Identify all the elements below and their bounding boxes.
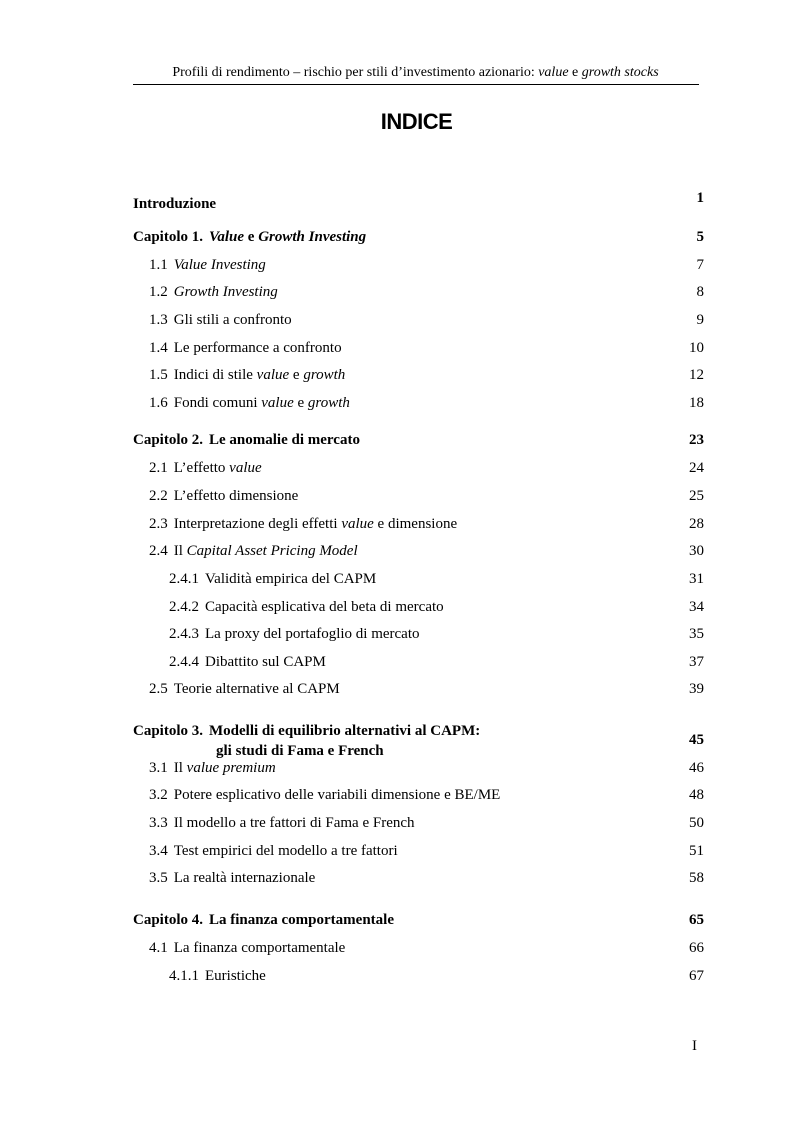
toc-entry-label: 3.4 Test empirici del modello a tre fattori: [149, 843, 398, 859]
toc-entry-page: 58: [689, 870, 704, 886]
page-title: INDICE: [380, 109, 453, 134]
toc-entry-page: 9: [696, 312, 704, 328]
toc-entry-label: 1.2 Growth Investing: [149, 284, 278, 300]
toc-entry-label: 4.1.1 Euristiche: [169, 968, 266, 984]
toc-entry-section[interactable]: [133, 513, 704, 535]
toc-entry-subsection[interactable]: [133, 596, 704, 618]
toc-entry-label: Capitolo 2. Le anomalie di mercato: [133, 432, 360, 448]
toc-entry-label: 1.5 Indici di stile value e growth: [149, 367, 346, 383]
toc-entry-chapter-1[interactable]: [133, 226, 704, 248]
toc-entry-label: 4.1 La finanza comportamentale: [149, 940, 346, 956]
toc-entry-page: 28: [689, 516, 704, 532]
toc-entry-section[interactable]: [133, 937, 704, 959]
toc-entry-label: 1.4 Le performance a confronto: [149, 340, 342, 356]
toc-entry-page: 51: [689, 843, 704, 859]
toc-entry-section[interactable]: [133, 457, 704, 479]
toc-entry-page: 24: [689, 460, 704, 476]
toc-entry-page: 23: [689, 432, 704, 448]
toc-entry-label: 2.2 L’effetto dimensione: [149, 488, 299, 504]
toc-entry-label-line2: gli studi di Fama e French: [216, 743, 384, 759]
toc-entry-page: 65: [689, 912, 704, 928]
toc-entry-section[interactable]: [133, 867, 704, 889]
toc-entry-page: 5: [696, 229, 704, 245]
toc-entry-page: 50: [689, 815, 704, 831]
toc-entry-label: 3.5 La realtà internazionale: [149, 870, 316, 886]
toc-entry-section[interactable]: [133, 678, 704, 700]
toc-entry-label: 2.4.1 Validità empirica del CAPM: [169, 571, 377, 587]
page-number: I: [692, 1038, 697, 1054]
toc-entry-page: 48: [689, 787, 704, 803]
toc-entry-label: 2.1 L’effetto value: [149, 460, 262, 476]
toc-entry-subsection[interactable]: [133, 623, 704, 645]
toc-entry-page: 18: [689, 395, 704, 411]
toc-entry-section[interactable]: [133, 364, 704, 386]
toc-entry-chapter-2[interactable]: [133, 429, 704, 451]
toc-entry-page: 45: [689, 732, 704, 748]
toc-entry-subsection[interactable]: [133, 965, 704, 987]
toc-entry-page: 8: [696, 284, 704, 300]
toc-entry-label: 2.4.2 Capacità esplicativa del beta di mercato: [169, 599, 444, 615]
toc-entry-page: 66: [689, 940, 704, 956]
toc-entry-label: Capitolo 1. Value e Growth Investing: [133, 229, 367, 245]
toc-entry-page: 34: [689, 599, 704, 615]
toc-entry-section[interactable]: [133, 757, 704, 779]
running-header-value: value: [538, 65, 569, 80]
toc-entry-label: 2.4.3 La proxy del portafoglio di mercato: [169, 626, 420, 642]
toc-entry-page: 12: [689, 367, 704, 383]
toc-entry-label: 3.3 Il modello a tre fattori di Fama e French: [149, 815, 415, 831]
toc-entry-subsection[interactable]: [133, 568, 704, 590]
toc-entry-page: 37: [689, 654, 704, 670]
toc-entry-section[interactable]: [133, 784, 704, 806]
toc-entry-label: 3.1 Il value premium: [149, 760, 276, 776]
toc-entry-section[interactable]: [133, 281, 704, 303]
toc-entry-label: 2.4 Il Capital Asset Pricing Model: [149, 543, 358, 559]
toc-entry-section[interactable]: [133, 309, 704, 331]
toc-entry-subsection[interactable]: [133, 651, 704, 673]
toc-entry-page: 67: [689, 968, 704, 984]
toc-entry-chapter-4[interactable]: [133, 909, 704, 931]
toc-entry-section[interactable]: [133, 254, 704, 276]
toc-entry-label: 1.1 Value Investing: [149, 257, 266, 273]
toc-entry-section[interactable]: [133, 392, 704, 414]
toc-entry-page: 1: [696, 190, 704, 206]
toc-entry-page: 39: [689, 681, 704, 697]
toc-entry-page: 31: [689, 571, 704, 587]
toc-entry-page: 7: [696, 257, 704, 273]
running-header-text: Profili di rendimento – rischio per stili d’investimento azionario:: [172, 65, 539, 80]
toc-entry-label: 1.3 Gli stili a confronto: [149, 312, 292, 328]
toc-entry-label: 2.4.4 Dibattito sul CAPM: [169, 654, 326, 670]
toc-entry-label: 3.2 Potere esplicativo delle variabili dimensione e BE/ME: [149, 787, 501, 803]
toc-entry-label: 2.5 Teorie alternative al CAPM: [149, 681, 340, 697]
toc-entry-label: Capitolo 3. Modelli di equilibrio alternativi al CAPM:: [133, 723, 481, 739]
toc-entry-page: 10: [689, 340, 704, 356]
toc-entry-section[interactable]: [133, 840, 704, 862]
toc-entry-label: 1.6 Fondi comuni value e growth: [149, 395, 350, 411]
toc-entry-section[interactable]: [133, 337, 704, 359]
toc-entry-introduction[interactable]: [133, 190, 704, 215]
toc-entry-page: 46: [689, 760, 704, 776]
toc-entry-page: 30: [689, 543, 704, 559]
toc-entry-label: Capitolo 4. La finanza comportamentale: [133, 912, 394, 928]
running-header-and: e: [568, 65, 582, 80]
toc-entry-label: Introduzione: [133, 196, 217, 212]
toc-entry-section[interactable]: [133, 812, 704, 834]
toc-entry-label: 2.3 Interpretazione degli effetti value e dimensione: [149, 516, 458, 532]
toc-entry-page: 35: [689, 626, 704, 642]
running-header-growth: growth stocks: [581, 65, 659, 80]
toc-entry-section[interactable]: [133, 540, 704, 562]
toc-entry-page: 25: [689, 488, 704, 504]
toc-entry-section[interactable]: [133, 485, 704, 507]
